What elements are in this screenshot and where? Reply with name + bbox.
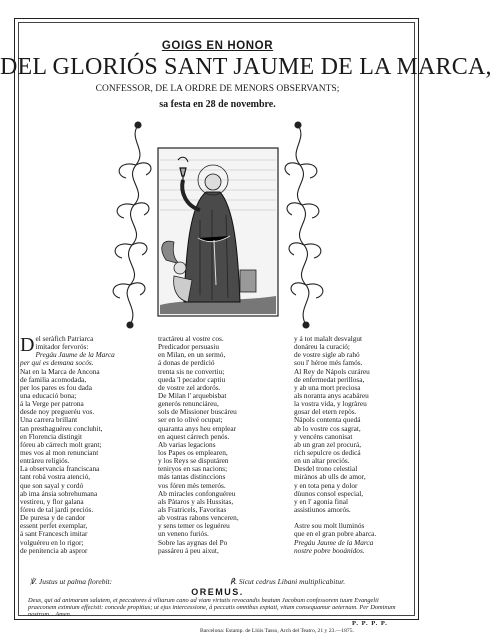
hymn-line: á sant Francesch imitar [20, 529, 88, 539]
hymn-line: dùunos consol especial, [294, 488, 364, 498]
hymn-column-3 [294, 335, 422, 555]
hymn-line: vos fóren mès temerós. [158, 480, 226, 490]
drop-cap: D [20, 334, 35, 356]
hymn-line: ab ima ánsia sobrehumana [20, 488, 98, 498]
hymn-line: donáreu la curació; [294, 342, 350, 352]
right-floral-ornament [285, 122, 323, 328]
hymn-line: Astre sou molt lluminós [294, 521, 365, 531]
hymn-line: un veneno furiós. [158, 529, 209, 539]
hymn-line: tractáreu al vostre cos. [158, 334, 224, 343]
hymn-line: als Pàtaros y als Hussitas, [158, 496, 234, 506]
hymn-line: tan presthaguéreu concluhit, [20, 423, 103, 433]
feast-date: sa festa en 28 de novembre. [159, 99, 276, 110]
pre-title: GOIGS EN HONOR [161, 40, 274, 52]
hymn-line: y ab una mort preciosa [294, 382, 361, 392]
hymn-line: Una carrera brillant [20, 415, 78, 425]
hymn-line: ser en lo olivé ocupat; [158, 415, 223, 425]
hymn-line: de vostre zel ardorós. [158, 382, 221, 392]
hymn-line: y en l' agonia final [294, 496, 348, 506]
hymn-line: Al Rey de Nápols curáreu [294, 366, 370, 376]
prayer-text: Deus, qui ad animarum salutem, et peccatores á viltarum cano ad viam virtutis revocandis beatum Jacobum confessorem tuum Evangelii praeconem eximium effecisti: concede propitius; ut ejus intercessione, á peccatis omnibus expiati, vitam consequamur aeternam. Per Dominum nostrum... Amen. [28, 597, 396, 619]
hymn-line: teniryos en sas nacions; [158, 464, 228, 474]
subtitle: CONFESSOR, DE LA ORDRE DE MENORS OBSERVANTS; [95, 84, 340, 94]
hymn-line: de vostre sigle ab rahó [294, 350, 360, 360]
hymn-line: Predicador persuasiu [158, 342, 219, 352]
hymn-line: essent perfet exemplar, [20, 521, 88, 531]
hymn-line: tant robá vostra atenció, [20, 472, 91, 482]
hymn-column-2 [158, 335, 286, 555]
hymn-line: en aquest cárrech penós. [158, 431, 230, 441]
signature: P. P. P. P. [352, 620, 388, 627]
hymn-line: y vencéns canonisat [294, 431, 353, 441]
hymn-line: gosar del etern repòs. [294, 407, 357, 417]
hymn-line: Pregáu Jaume de la Marca [294, 537, 374, 547]
hymn-line: y en tota pena y dolor [294, 480, 358, 490]
hymn-line: De puresa y de candor [20, 513, 86, 523]
hymn-line: fóreu de tal jardi preciós. [20, 504, 94, 514]
hymn-line: ab un gran zel procurá, [294, 439, 362, 449]
hymn-line: los Papes os emplearen, [158, 447, 228, 457]
hymn-line: fóreu ab cárrech molt grant; [20, 439, 102, 449]
hymn-line: rich sepulcre os dedicá [294, 447, 361, 457]
hymn-line: La observancia franciscana [20, 464, 100, 474]
printer-imprint: Barcelona: Estamp. de Llúis Tasso, Arch del Teatro, 21 y 23.—1875. [200, 628, 354, 634]
hymn-line: ab vostras rahons venceren, [158, 513, 239, 523]
hymn-line: nostre pobre booánidos. [294, 545, 365, 555]
hymn-line: la vostra vida, y logràreu [294, 399, 367, 409]
hymn-line: trenta sis ne convertiu; [158, 366, 225, 376]
hymn-line: ab lo vostre cos sagrat, [294, 423, 361, 433]
versicle: ℣. Justus ut palma florebit: [30, 577, 113, 586]
hymn-line: en Florencia distingit [20, 431, 83, 441]
hymn-line: y sens temer os leguéreu [158, 521, 230, 531]
hymn-line: imitador fervorós: [35, 342, 89, 352]
hymn-line: que en el gran pobre abarca. [294, 529, 377, 539]
page-title: DEL GLORIÓS SANT JAUME DE LA MARCA, [0, 54, 492, 80]
saint-engraving [88, 120, 348, 330]
hymn-line: als noranta anys acabáreu [294, 390, 369, 400]
hymn-line: Ab varias legacions [158, 439, 216, 449]
hymn-line: als Fratricels, Favoritas [158, 504, 227, 514]
hymn-line: queda 'l pecador captiu [158, 374, 226, 384]
hymn-line: volguéreu en lo rigor; [20, 537, 84, 547]
hymn-line: que son sayal y cordó [20, 480, 84, 490]
hymn-line: Nápols contenta quedá [294, 415, 361, 425]
oremus-heading: OREMUS. [191, 587, 244, 597]
hymn-line: vestireu, y flor galana [20, 496, 84, 506]
hymn-line: Desdel trono celestial [294, 464, 358, 474]
hymn-line: y á tot malalt desvalgut [294, 334, 363, 343]
hymn-line: Ab miracles confonguéreu [158, 488, 236, 498]
hymn-line: el seràfich Patriarca [35, 334, 94, 343]
hymn-line: á la Verge per patrona [20, 399, 84, 409]
hymn-line: en Milan, en un sermó, [158, 350, 226, 360]
hymn-line: quaranta anys heu emplear [158, 423, 236, 433]
hymn-line: sou l' héroe més famós. [294, 358, 363, 368]
hymn-line: passáreu á peu aixut, [158, 545, 219, 555]
hymn-line: y los Reys se disputáren [158, 456, 229, 466]
hymn-line: mirànos ab ulls de amor, [294, 472, 366, 482]
hymn-line: desde noy pregueréu vos. [20, 407, 95, 417]
hymn-line: per los pares es fou dada [20, 382, 92, 392]
hymn-line: mes vos al mon renunciant [20, 447, 99, 457]
hymn-line: Pregáu Jaume de la Marca [35, 350, 115, 360]
hymn-columns [20, 335, 420, 610]
hymn-line: per qui es demana socós. [20, 358, 94, 368]
hymn-line: más tantas distinccions [158, 472, 226, 482]
response: ℟. Sicut cedrus Libani multiplicabitur. [230, 577, 346, 586]
hymn-line: generós renunciáreu, [158, 399, 219, 409]
hymn-line: Sobre las aygnas del Po [158, 537, 228, 547]
hymn-line: una educació bona; [20, 390, 77, 400]
hymn-line: á donas de perdició [158, 358, 215, 368]
hymn-line: de familia acomodada, [20, 374, 87, 384]
hymn-line: sols de Missioner buscáreu [158, 407, 237, 417]
hymn-line: assistiunos amorós. [294, 504, 351, 514]
hymn-line: de enfermedat perillosa, [294, 374, 365, 384]
hymn-line: De Milan l' arquebisbat [158, 390, 227, 400]
hymn-column-1 [20, 335, 148, 555]
hymn-line: de penitencia ab aspror [20, 545, 88, 555]
hymn-line: Nat en la Marca de Ancona [20, 366, 100, 376]
hymn-line: en un altar preciós. [294, 456, 350, 466]
left-floral-ornament [113, 122, 151, 328]
hymn-line: entràreu religiós. [20, 456, 70, 466]
